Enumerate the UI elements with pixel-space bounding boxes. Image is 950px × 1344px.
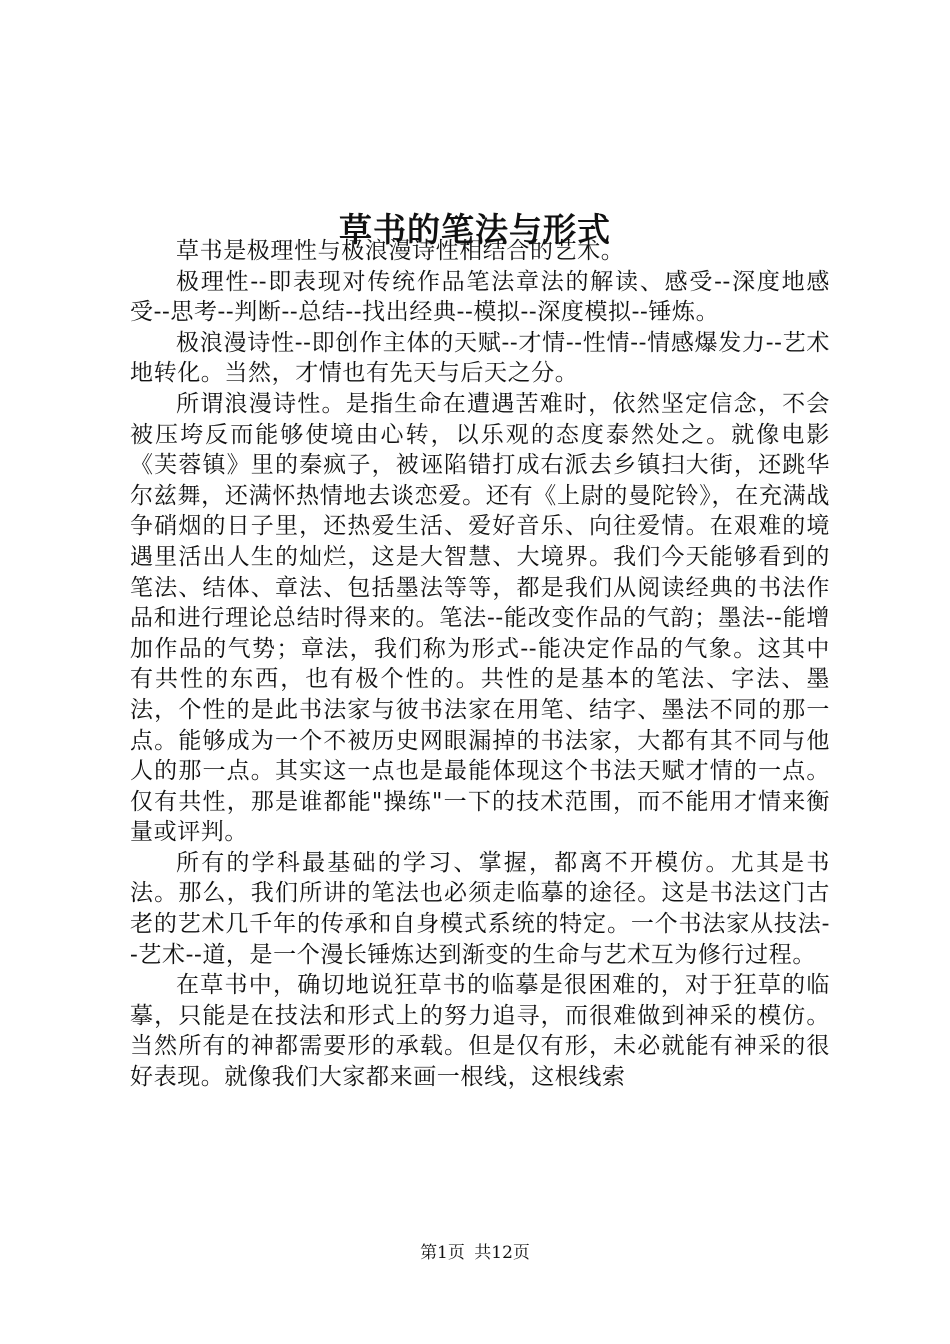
page-number: 第1页 bbox=[420, 1243, 465, 1263]
paragraph-6: 在草书中，确切地说狂草书的临摹是很困难的，对于狂草的临摹，只能是在技法和形式上的努力追寻，而很难做到神采的模仿。当然所有的神都需要形的承载。但是仅有形，未必就能有神采的很好表现。就像我们大家都来画一根线，这根线索 bbox=[130, 972, 830, 1091]
paragraph-2: 极理性--即表现对传统作品笔法章法的解读、感受--深度地感受--思考--判断--总结--找出经典--模拟--深度模拟--锤炼。 bbox=[130, 268, 830, 326]
paragraph-3: 极浪漫诗性--即创作主体的天赋--才情--性情--情感爆发力--艺术地转化。当然，才情也有先天与后天之分。 bbox=[130, 329, 830, 387]
page-total: 共12页 bbox=[474, 1243, 530, 1263]
page-footer bbox=[0, 1241, 950, 1265]
paragraph-4: 所谓浪漫诗性。是指生命在遭遇苦难时，依然坚定信念，不会被压垮反而能够使境由心转，以乐观的态度泰然处之。就像电影《芙蓉镇》里的秦疯子，被诬陷错打成右派去乡镇扫大街，还跳华尔兹舞，还满怀热情地去谈恋爱。还有《上尉的曼陀铃》，在充满战争硝烟的日子里，还热爱生活、爱好音乐、向往爱情。在艰难的境遇里活出人生的灿烂，这是大智慧、大境界。我们今天能够看到的笔法、结体、章法、包括墨法等等，都是我们从阅读经典的书法作品和进行理论总结时得来的。笔法--能改变作品的气韵；墨法--能增加作品的气势；章法，我们称为形式--能决定作品的气象。这其中有共性的东西，也有极个性的。共性的是基本的笔法、字法、墨法，个性的是此书法家与彼书法家在用笔、结字、墨法不同的那一点。能够成为一个不被历史网眼漏掉的书法家，大都有其不同与他人的那一点。其实这一点也是最能体现这个书法天赋才情的一点。仅有共性，那是谁都能"操练"一下的技术范围，而不能用才情来衡量或评判。 bbox=[130, 390, 830, 846]
paragraph-1: 草书是极理性与极浪漫诗性相结合的艺术。 bbox=[176, 238, 625, 264]
document-body bbox=[130, 236, 830, 1093]
paragraph-5: 所有的学科最基础的学习、掌握，都离不开模仿。尤其是书法。那么，我们所讲的笔法也必须走临摹的途径。这是书法这门古老的艺术几千年的传承和自身模式系统的特定。一个书法家从技法--艺术--道，是一个漫长锤炼达到渐变的生命与艺术互为修行过程。 bbox=[130, 849, 830, 968]
document-title: 草书的笔法与形式 bbox=[339, 210, 611, 250]
